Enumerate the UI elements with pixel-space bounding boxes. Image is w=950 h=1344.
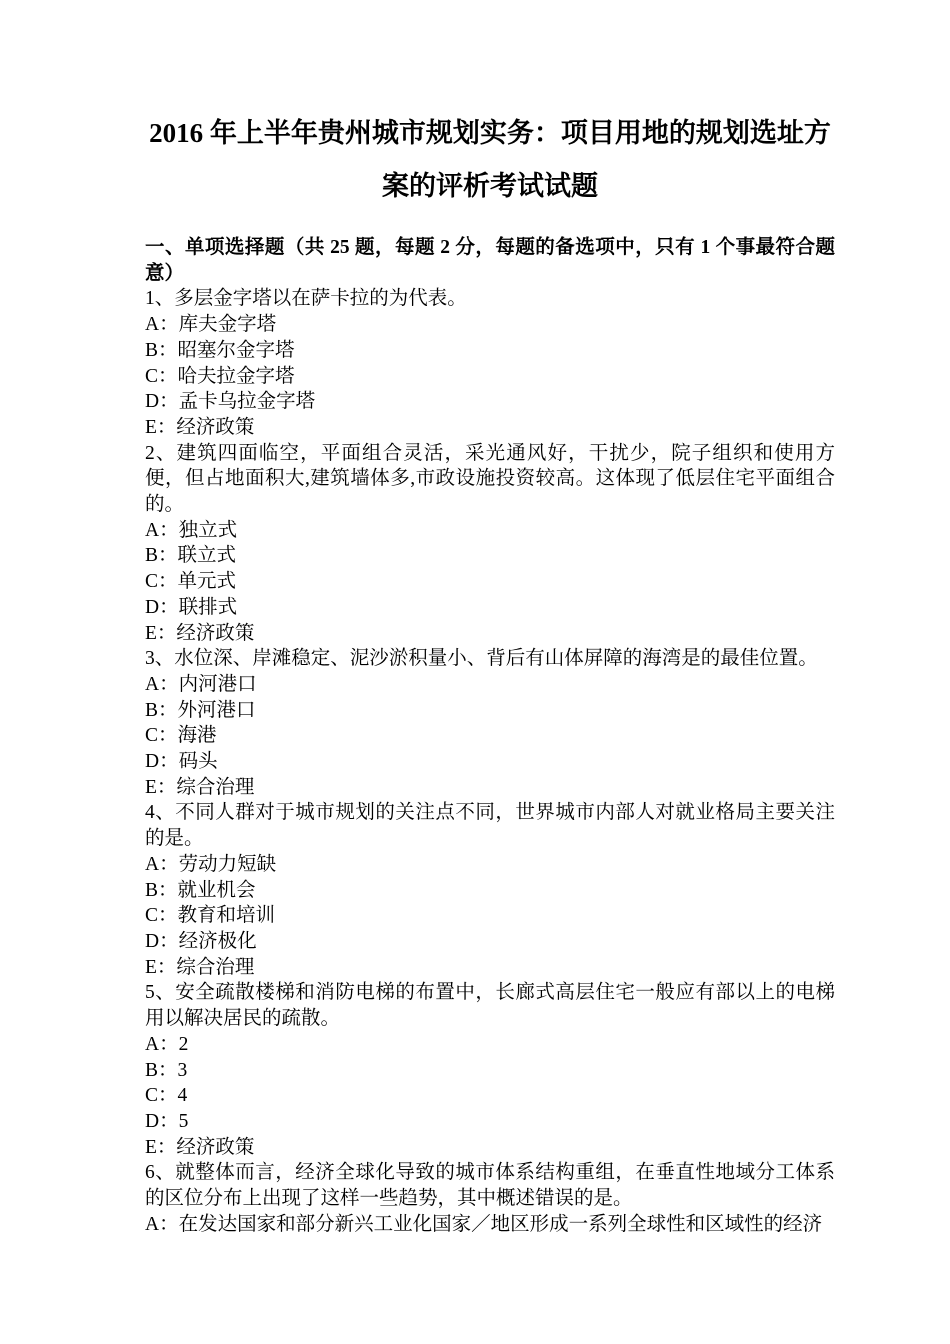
section-heading: 一、单项选择题（共 25 题，每题 2 分，每题的备选项中，只有 1 个事最符合题意） (145, 237, 835, 284)
question (145, 800, 835, 980)
option: C：哈夫拉金字塔 (145, 365, 295, 387)
option: D：5 (145, 1110, 189, 1132)
question (145, 646, 835, 800)
option: E：综合治理 (145, 776, 255, 798)
option: D：孟卡乌拉金字塔 (145, 391, 316, 413)
question-text: 1、多层金字塔以在萨卡拉的为代表。 (145, 288, 467, 310)
question-list (145, 286, 835, 1237)
option: E：经济政策 (145, 416, 255, 438)
option: C：海港 (145, 725, 217, 747)
option: B：联立式 (145, 545, 237, 567)
option: B：昭塞尔金字塔 (145, 339, 295, 361)
option: A：库夫金字塔 (145, 314, 277, 336)
document-page (145, 107, 835, 1237)
question-text: 2、建筑四面临空，平面组合灵活，采光通风好，干扰少，院子组织和使用方便，但占地面积大,建筑墙体多,市政设施投资较高。这体现了低层住宅平面组合的。 (145, 442, 835, 516)
question-text: 4、不同人群对于城市规划的关注点不同，世界城市内部人对就业格局主要关注的是。 (145, 802, 835, 850)
option: A：内河港口 (145, 673, 257, 695)
document-title: 2016 年上半年贵州城市规划实务：项目用地的规划选址方案的评析考试试题 (149, 118, 831, 201)
option: A：劳动力短缺 (145, 853, 277, 875)
option: A：在发达国家和部分新兴工业化国家／地区形成一系列全球性和区域性的经济 (145, 1213, 823, 1235)
option: C：教育和培训 (145, 905, 276, 927)
option: E：经济政策 (145, 1136, 255, 1158)
option: D：经济极化 (145, 930, 257, 952)
option: B：3 (145, 1059, 188, 1081)
option: B：就业机会 (145, 879, 256, 901)
question-text: 5、安全疏散楼梯和消防电梯的布置中，长廊式高层住宅一般应有部以上的电梯用以解决居民的疏散。 (145, 982, 835, 1030)
question (145, 1160, 835, 1237)
option: A：独立式 (145, 519, 238, 541)
option: E：经济政策 (145, 622, 255, 644)
option: A：2 (145, 1033, 189, 1055)
question (145, 980, 835, 1160)
option: C：单元式 (145, 571, 237, 593)
option: E：综合治理 (145, 956, 255, 978)
question (145, 286, 835, 440)
question (145, 441, 835, 647)
option: D：联排式 (145, 596, 238, 618)
question-text: 6、就整体而言，经济全球化导致的城市体系结构重组，在垂直性地域分工体系的区位分布上出现了这样一些趋势，其中概述错误的是。 (145, 1162, 835, 1210)
option: C：4 (145, 1085, 188, 1107)
option: D：码头 (145, 751, 218, 773)
question-text: 3、水位深、岸滩稳定、泥沙淤积量小、背后有山体屏障的海湾是的最佳位置。 (145, 648, 818, 670)
option: B：外河港口 (145, 699, 256, 721)
